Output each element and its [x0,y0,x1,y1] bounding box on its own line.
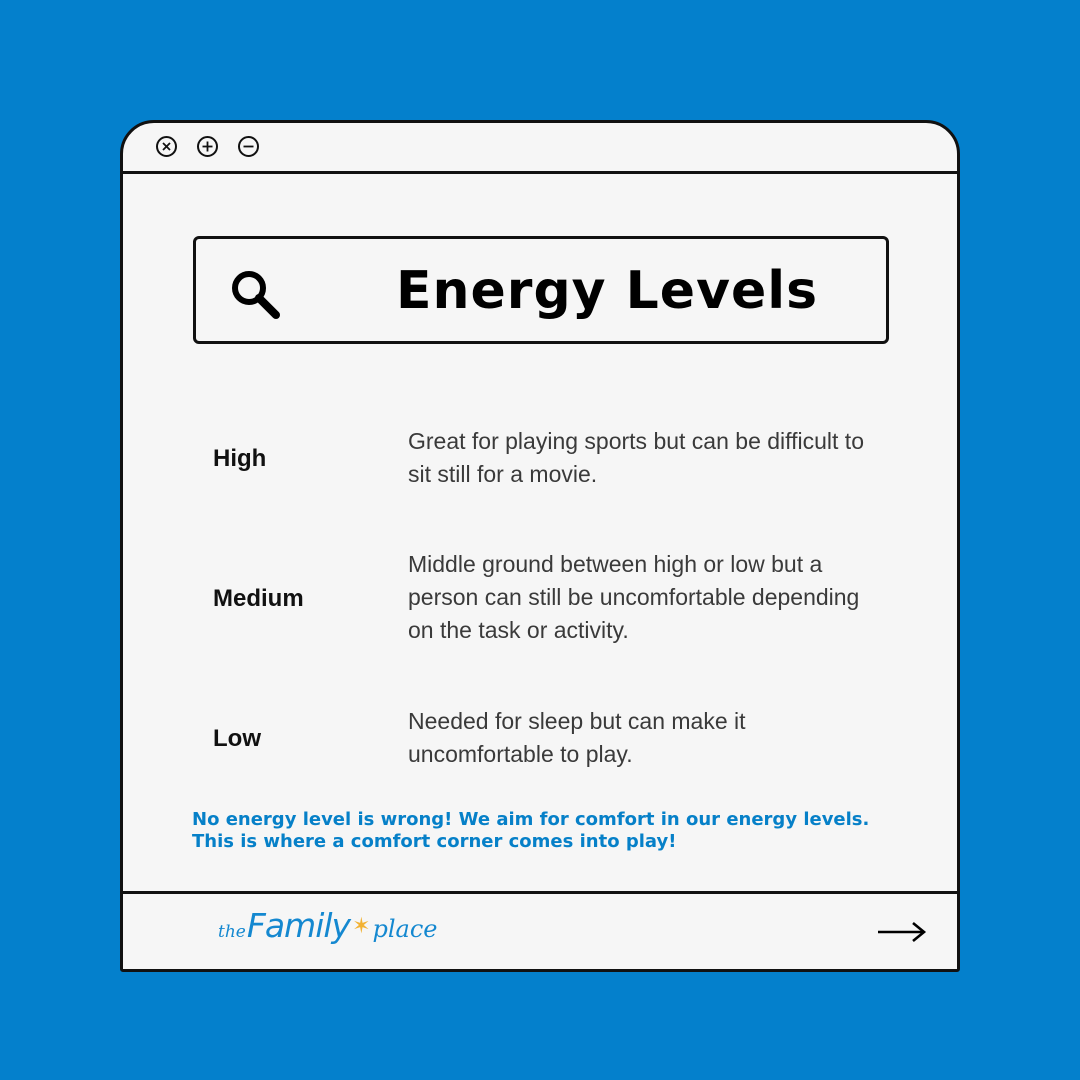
logo-the: the [218,922,246,942]
note-line-2: This is where a comfort corner comes into play! [192,831,677,852]
browser-window [120,120,960,894]
star-icon: ✶ [352,914,371,939]
level-label-medium: Medium [213,585,304,612]
minus-icon[interactable] [238,136,259,157]
level-description-medium: Middle ground between high or low but a person can still be uncomfortable depending on the task or activity. [408,551,860,643]
level-label-low: Low [213,725,261,752]
window-footer [120,891,960,972]
family-place-logo [218,906,438,954]
logo-place: place [372,915,438,943]
arrow-right-icon[interactable] [877,919,927,949]
level-description-low: Needed for sleep but can make it uncomfortable to play. [408,708,746,767]
energy-note [192,809,912,853]
plus-icon[interactable] [197,136,218,157]
close-icon[interactable] [156,136,177,157]
logo-family: Family [246,906,351,945]
level-description-high: Great for playing sports but can be difficult to sit still for a movie. [408,428,864,487]
note-line-1: No energy level is wrong! We aim for comfort in our energy levels. [192,809,870,830]
search-bar[interactable] [193,236,889,344]
search-icon [228,267,284,327]
page-title: Energy Levels [396,261,819,321]
window-titlebar [123,123,957,174]
level-label-high: High [213,445,267,472]
